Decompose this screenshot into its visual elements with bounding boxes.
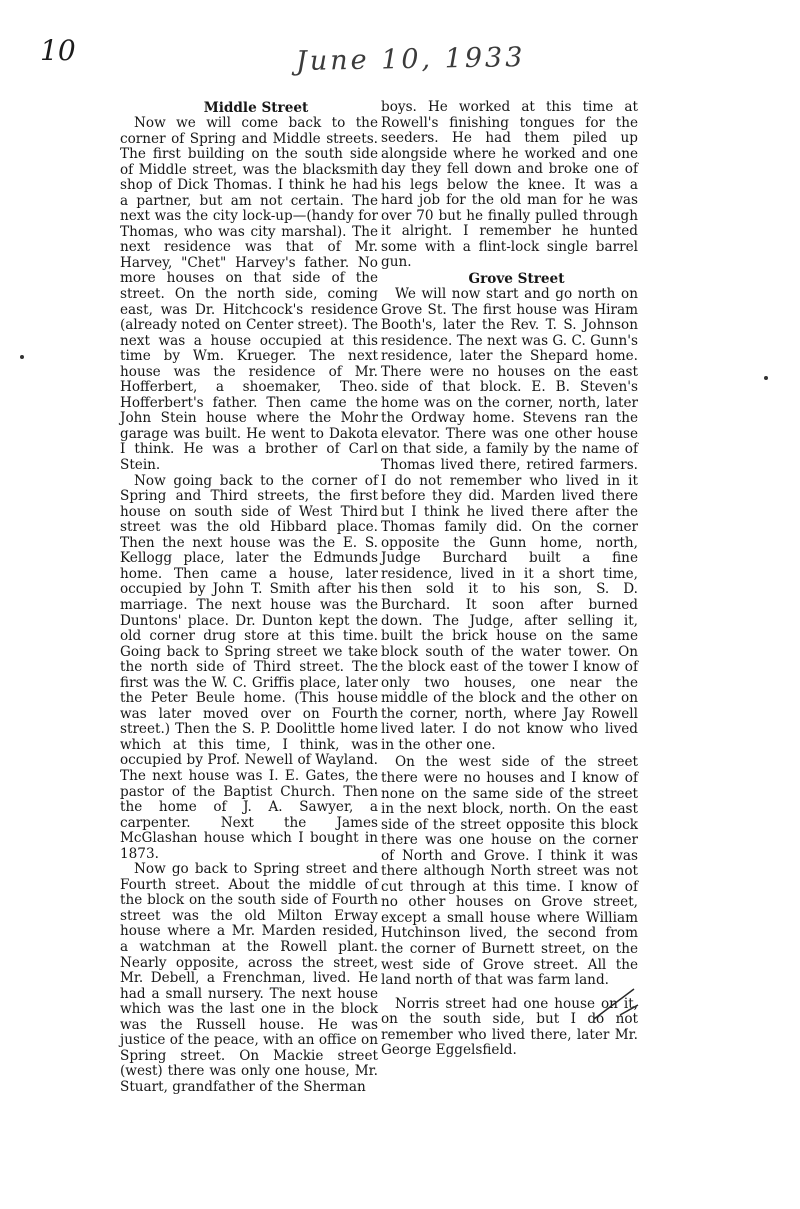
page-number: 10 [40, 34, 76, 67]
handwritten-date: June 10, 1933 [295, 42, 526, 77]
right-column [381, 100, 638, 1059]
article-paragraph: Now we will come back to the corner of Spring and Middle streets. The first building on the south side of Middle street, was the blacksmith shop of Dick Thomas. I think he had a partner, but am not certain. The next was the city lock-up—(handy for Thomas, who was city marshal). The next residence was that of Mr. Harvey, "Chet" Harvey's father. No more houses on that side of the street. On the north side, coming east, was Dr. Hitchcock's residence (already noted on Center street). The next was a house occupied at this time by Wm. Krueger. The next house was the residence of Mr. Hofferbert, a shoemaker, Theo. Hofferbert's father. Then came the John Stein house where the Mohr garage was built. He went to Dakota I think. He was a brother of Carl Stein. [120, 115, 378, 474]
grove-street-heading: Grove Street [468, 271, 565, 288]
handwritten-correction-mark [590, 985, 650, 1025]
scan-speck [20, 355, 24, 359]
article-paragraph: Norris street had one house on it, on the south side, but I do not remember who lived there, later Mr. George Eggelsfield. [381, 995, 638, 1059]
middle-street-heading: Middle Street [203, 100, 309, 116]
continued-paragraph: boys. He worked at this time at Rowell's finishing tongues for the seeders. He had them piled up alongside where he worked and one day they fell down and broke one of his legs below the knee. It was a hard job for the old man for he was over 70 but he finally pulled through it alright. I remember he hunted some with a flint-lock single barrel gun. [381, 99, 638, 271]
scan-speck [764, 376, 768, 380]
article-paragraph: We will now start and go north on Grove St. The first house was Hiram Booth's, later the Rev. T. S. Johnson residence. The next was G. C. Gunn's residence, later the Shepard home. There were no houses on the east side of that block. E. B. Steven's home was on the corner, north, later the Ordway home. Stevens ran the elevator. There was one other house on that side, a family by the name of Thomas lived there, retired farmers. I do not remember who lived in it before they did. Marden lived there but I think he lived there after the Thomas family did. On the corner opposite the Gunn home, north, Judge Burchard built a fine residence, lived in it a short time, then sold it to his son, S. D. Burchard. It soon after burned down. The Judge, after selling it, built the brick house on the same block south of the water tower. On the block east of the tower I know of only two houses, one near the middle of the block and the other on the corner, north, where Jay Rowell lived later. I do not know who lived in the other one. [381, 286, 638, 753]
article-paragraph: On the west side of the street there were no houses and I know of none on the same side of the street in the next block, north. On the east side of the street opposite this block there was one house on the corner of North and Grove. I think it was there although North street was not cut through at this time. I know of no other houses on Grove street, except a small house where William Hutchinson lived, the second from the corner of Burnett street, on the west side of Grove street. All the land north of that was farm land. [381, 754, 638, 989]
article-paragraph: Now go back to Spring street and Fourth street. About the middle of the block on the south side of Fourth street was the old Milton Erway house where a Mr. Marden resided, a watchman at the Rowell plant. Nearly opposite, across the street, Mr. Debell, a Frenchman, lived. He had a small nursery. The next house which was the last one in the block was the Russell house. He was justice of the peace, with an office on Spring street. On Mackie street (west) there was only one house, Mr. Stuart, grandfather of the Sherman [120, 861, 378, 1095]
left-column [120, 100, 378, 1095]
article-paragraph: Now going back to the corner of Spring and Third streets, the first house on south side of West Third street was the old Hibbard place. Then the next house was the E. S. Kellogg place, later the Edmunds home. Then came a house, later occupied by John T. Smith after his marriage. The next house was the Duntons' place. Dr. Dunton kept the old corner drug store at this time. Going back to Spring street we take the north side of Third street. The first was the W. C. Griffis place, later the Peter Beule home. (This house was later moved over on Fourth street.) Then the S. P. Doolittle home which at this time, I think, was occupied by Prof. Newell of Wayland. The next house was I. E. Gates, the pastor of the Baptist Church. Then the home of J. A. Sawyer, a carpenter. Next the James McGlashan house which I bought in 1873. [120, 472, 378, 862]
